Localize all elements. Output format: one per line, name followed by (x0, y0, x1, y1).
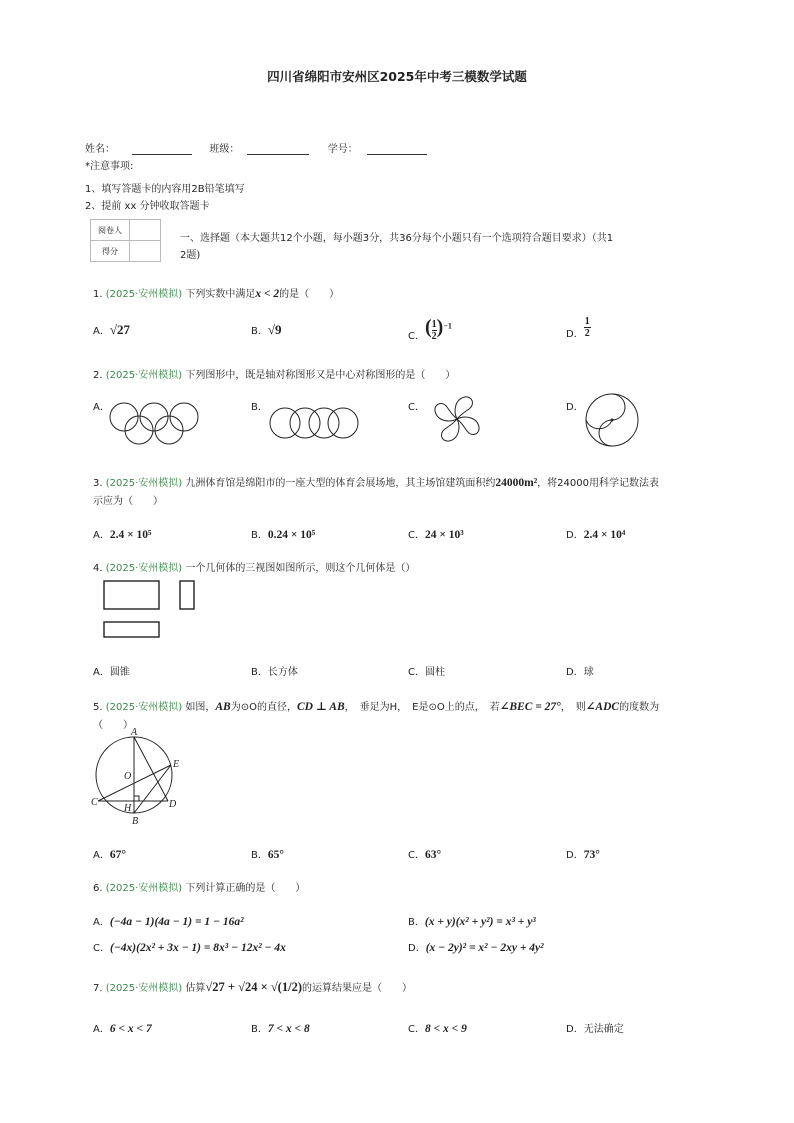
name-label: 姓名： (85, 144, 115, 155)
question-5: 5. (2025·安州模拟) 如图，AB为⊙O的直径，CD ⊥ AB， 垂足为H， E是⊙O上的点， 若∠BEC = 27°， 则∠ADC的度数为 (93, 701, 660, 713)
question-2 (93, 366, 455, 381)
q3-source: (2025·安州模拟) (105, 478, 183, 489)
q7-math: √27 + √24 × √(1/2) (205, 980, 302, 994)
q1-option-d[interactable]: D． $\frac{1}{2}$ (566, 316, 590, 340)
label-e: E (173, 759, 180, 770)
q5-option-d[interactable]: D．73° (566, 849, 600, 861)
question-4 (93, 559, 415, 574)
q4-text: 一个几何体的三视图如图所示，则这个几何体是（） (185, 563, 416, 574)
student-info (85, 140, 427, 155)
q2-number: 2. (93, 370, 103, 381)
q3-math: 24000m² (495, 477, 538, 489)
q6-number: 6. (93, 883, 103, 894)
q7-option-b[interactable]: B．7 < x < 8 (251, 1023, 310, 1035)
score-cell: 得分 (91, 241, 130, 262)
q1-c-exp: −1 (443, 321, 452, 331)
q4-option-b[interactable]: B．长方体 (251, 667, 298, 678)
q4-top-view (104, 622, 159, 637)
question-3 (93, 474, 659, 489)
q1-d-num: 1 (584, 316, 590, 327)
q5-number: 5. (93, 702, 103, 713)
q3-number: 3. (93, 478, 103, 489)
label-o: O (124, 771, 132, 782)
q1-text-end: 的是（ ） (279, 289, 340, 300)
class-blank[interactable] (247, 144, 309, 155)
q2-option-b[interactable]: B． (251, 402, 268, 413)
q6-text: 下列计算正确的是（ ） (185, 883, 306, 894)
q2-text: 下列图形中，既是轴对称图形又是中心对称图形的是（ ） (185, 370, 456, 381)
q5-option-a[interactable]: A．67° (93, 849, 126, 861)
q4-front-view (104, 581, 159, 609)
q1-option-b[interactable]: B．√9 (251, 322, 282, 337)
score-blank[interactable] (130, 241, 161, 262)
q2-figure-d-circle-arcs (584, 392, 640, 448)
q3-line2: 示应为（ ） (93, 496, 163, 507)
q3-text: 九洲体育馆是绵阳市的一座大型的体育会展场地，其主场馆建筑面积约 (185, 478, 496, 489)
q2-figure-b-four-rings (268, 406, 360, 442)
q7-option-d[interactable]: D．无法确定 (566, 1024, 624, 1035)
q5-option-c[interactable]: C．63° (408, 849, 442, 861)
q7-source: (2025·安州模拟) (105, 983, 183, 994)
notice-title: *注意事项: (85, 161, 134, 172)
grader-cell: 阅卷人 (91, 220, 130, 241)
q1-math: x < 2 (255, 288, 280, 300)
q7-option-c[interactable]: C．8 < x < 9 (408, 1023, 467, 1035)
q3-text-end: ，将24000用科学记数法表 (537, 478, 659, 489)
q6-option-b[interactable]: B．(x + y)(x² + y²) = x³ + y³ (408, 916, 536, 928)
q4-option-c[interactable]: C．圆柱 (408, 667, 445, 678)
q1-option-c[interactable]: C．( $\frac{1}{2}$ )$^{-1}$ (408, 316, 452, 342)
question-1 (93, 285, 339, 300)
q2-figure-c-pinwheel (425, 393, 489, 445)
notice-2: 2、提前 xx 分钟收取答题卡 (85, 201, 210, 212)
q2-option-c[interactable]: C． (408, 402, 425, 413)
question-6 (93, 879, 305, 894)
q2-source: (2025·安州模拟) (105, 370, 183, 381)
q2-option-a[interactable]: A． (93, 402, 110, 413)
class-label: 班级： (209, 144, 240, 155)
page-title: 四川省绵阳市安州区2025年中考三模数学试题 (267, 69, 527, 84)
q1-a-math: √27 (109, 322, 130, 337)
question-7: 7. (2025·安州模拟) 估算√27 + √24 × √(1/2)的运算结果应是（ ） (93, 980, 412, 994)
q1-d-den: 2 (584, 328, 590, 339)
section-heading: 一、选择题（本大题共12个小题，每小题3分，共36分每个小题只有一个选项符合题目要求）（共1 (180, 233, 614, 244)
name-blank[interactable] (132, 144, 192, 155)
section-heading-cont: 2题) (180, 250, 201, 261)
q4-source: (2025·安州模拟) (105, 563, 183, 574)
q1-text: 下列实数中满足 (185, 289, 256, 300)
q4-three-views-figure (100, 578, 200, 642)
q6-option-d[interactable]: D．(x − 2y)² = x² − 2xy + 4y² (408, 942, 544, 954)
q4-option-d[interactable]: D．球 (566, 667, 594, 678)
q6-source: (2025·安州模拟) (105, 883, 183, 894)
q5-circle-figure (90, 727, 186, 825)
notice-1: 1、填写答题卡的内容用2B铅笔填写 (85, 184, 245, 195)
q4-number: 4. (93, 563, 103, 574)
q1-source: (2025·安州模拟) (105, 289, 183, 300)
q3-option-a[interactable]: A．2.4 × 10⁵ (93, 529, 152, 541)
q2-figure-a-five-rings (108, 400, 200, 446)
q3-option-d[interactable]: D．2.4 × 10⁴ (566, 529, 626, 541)
q7-number: 7. (93, 983, 103, 994)
q6-option-a[interactable]: A．(−4a − 1)(4a − 1) = 1 − 16a² (93, 916, 244, 928)
label-c: C (91, 797, 98, 808)
grader-blank[interactable] (130, 220, 161, 241)
q2-option-d[interactable]: D． (566, 402, 584, 413)
q3-option-c[interactable]: C．24 × 10³ (408, 529, 464, 541)
label-h: H (124, 803, 132, 814)
q4-option-a[interactable]: A．圆锥 (93, 667, 130, 678)
label-b: B (132, 816, 139, 827)
q3-option-b[interactable]: B．0.24 × 10⁵ (251, 529, 316, 541)
score-table (90, 219, 161, 262)
q5-option-b[interactable]: B．65° (251, 849, 284, 861)
q1-option-a[interactable]: A．√27 (93, 322, 130, 337)
label-d: D (169, 799, 177, 810)
id-blank[interactable] (367, 144, 427, 155)
q5-source: (2025·安州模拟) (105, 702, 183, 713)
q5-line2: （ ） (93, 720, 133, 731)
q1-b-math: √9 (267, 322, 282, 337)
q4-side-view (180, 581, 194, 609)
q7-option-a[interactable]: A．6 < x < 7 (93, 1023, 152, 1035)
q1-number: 1. (93, 289, 103, 300)
id-label: 学号： (327, 144, 358, 155)
label-a: A (131, 727, 138, 738)
q6-option-c[interactable]: C．(−4x)(2x² + 3x − 1) = 8x³ − 12x² − 4x (93, 942, 286, 954)
